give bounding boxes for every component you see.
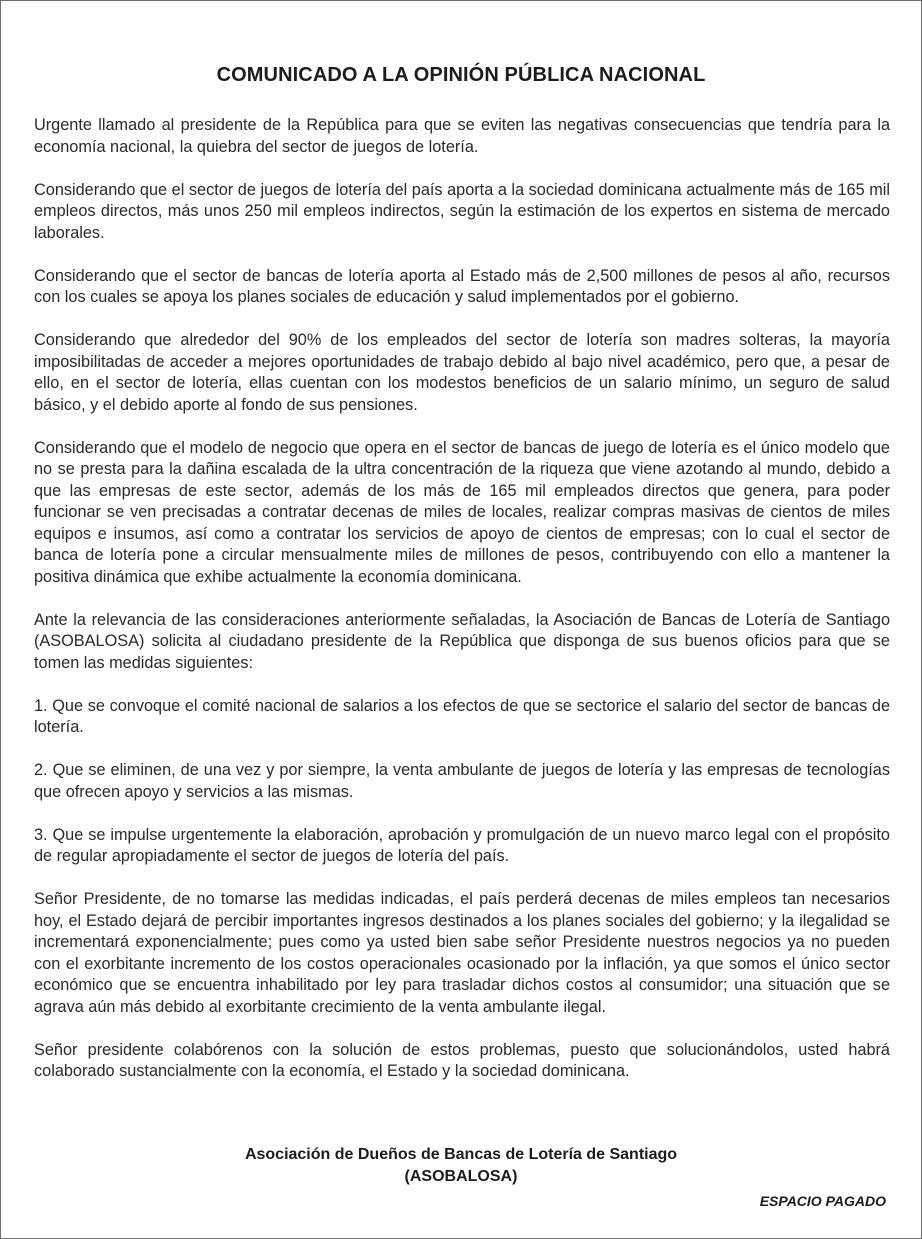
- paragraph-measure-3: 3. Que se impulse urgentemente la elaboración, aprobación y promulgación de un nuevo marco legal con el propósito de regular apropiadamente el sector de juegos de lotería del país.: [34, 825, 890, 865]
- paragraph-considering-employees: Considerando que alrededor del 90% de los empleados del sector de lotería son madres solteras, la mayoría imposibilitadas de acceder a mejores oportunidades de trabajo debido al bajo nivel académico, pero que, a pesar de ello, en el sector de lotería, ellas cuentan con los modestos beneficios de un salario mínimo, un seguro de salud básico, y el debido aporte al fondo de sus pensiones.: [34, 331, 890, 414]
- paragraph-considering-employment: Considerando que el sector de juegos de lotería del país aporta a la sociedad dominicana actualmente más de 165 mil empleos directos, más unos 250 mil empleos indirectos, según la estimación de los expertos en sistema de mercado laborales.: [34, 180, 890, 242]
- signature-organization: Asociación de Dueños de Bancas de Lotería de Santiago: [244, 1146, 678, 1163]
- document-title: COMUNICADO A LA OPINIÓN PÚBLICA NACIONAL: [216, 64, 706, 86]
- paid-space-label: ESPACIO PAGADO: [759, 1193, 886, 1209]
- document-body: [34, 115, 890, 1104]
- paragraph-intro: Urgente llamado al presidente de la República para que se eviten las negativas consecuencias que tendría para la economía nacional, la quiebra del sector de juegos de lotería.: [34, 116, 890, 156]
- paragraph-measure-2: 2. Que se eliminen, de una vez y por siempre, la venta ambulante de juegos de lotería y las empresas de tecnologías que ofrecen apoyo y servicios a las mismas.: [34, 761, 890, 801]
- paragraph-measure-1: 1. Que se convoque el comité nacional de salarios a los efectos de que se sectorice el salario del sector de bancas de lotería.: [34, 696, 890, 736]
- signature-block: [1, 1144, 921, 1188]
- paragraph-request: Ante la relevancia de las consideraciones anteriormente señaladas, la Asociación de Bancas de Lotería de Santiago (ASOBALOSA) solicita al ciudadano presidente de la República que disponga de sus buenos oficios para que se tomen las medidas siguientes:: [34, 610, 890, 672]
- paragraph-considering-revenue: Considerando que el sector de bancas de lotería aporta al Estado más de 2,500 millones de pesos al año, recursos con los cuales se apoya los planes sociales de educación y salud implementados por el gobierno.: [34, 266, 890, 306]
- signature-acronym: (ASOBALOSA): [404, 1168, 518, 1185]
- paragraph-warning: Señor Presidente, de no tomarse las medidas indicadas, el país perderá decenas de miles empleos tan necesarios hoy, el Estado dejará de percibir importantes ingresos destinados a los planes sociales del gobierno; y la ilegalidad se incrementará exponencialmente; pues como ya usted bien sabe señor Presidente nuestros negocios ya no pueden con el exorbitante incremento de los costos operacionales ocasionado por la inflación, ya que somos el único sector económico que se encuentra inhabilitado por ley para trasladar dichos costos al consumidor; una situación que se agrava aún más debido al exorbitante crecimiento de la venta ambulante ilegal.: [34, 890, 890, 1016]
- paragraph-closing: Señor presidente colabórenos con la solución de estos problemas, puesto que solucionándolos, usted habrá colaborado sustancialmente con la economía, el Estado y la sociedad dominicana.: [34, 1040, 890, 1080]
- paragraph-considering-business-model: Considerando que el modelo de negocio que opera en el sector de bancas de juego de lotería es el único modelo que no se presta para la dañina escalada de la ultra concentración de la riqueza que viene azotando al mundo, debido a que las empresas de este sector, además de los más de 165 mil empleados directos que genera, para poder funcionar se ven precisadas a contratar decenas de miles de locales, realizar compras masivas de cientos de miles equipos e insumos, así como a contratar los servicios de apoyo de cientos de empresas; con lo cual el sector de banca de lotería pone a circular mensualmente miles de millones de pesos, contribuyendo con ello a mantener la positiva dinámica que exhibe actualmente la economía dominicana.: [34, 438, 890, 586]
